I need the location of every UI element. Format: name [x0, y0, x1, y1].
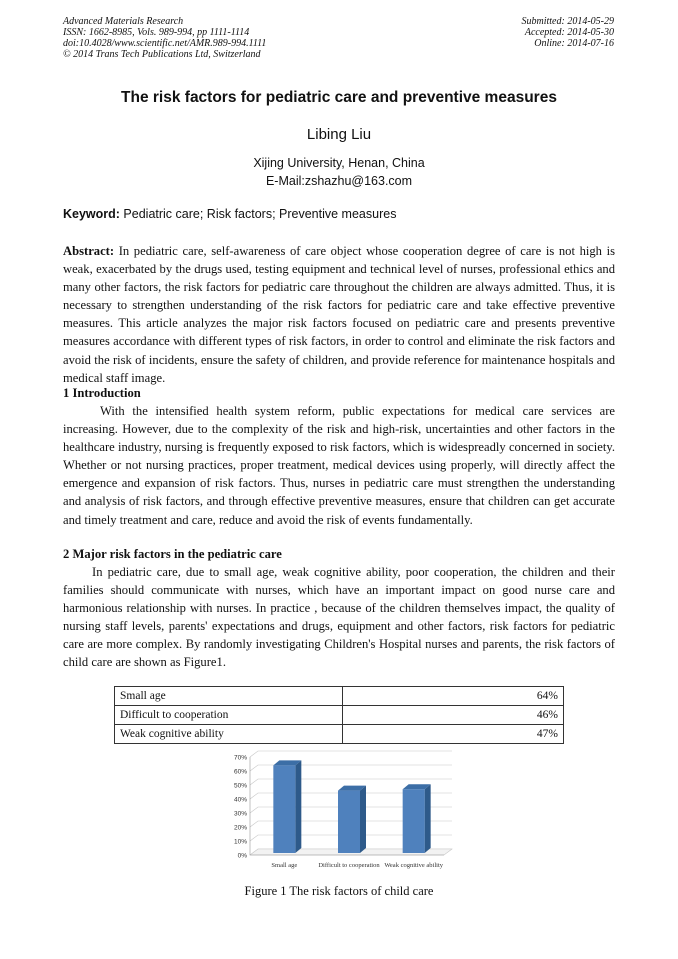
keyword-label: Keyword: [63, 207, 120, 221]
online-date: Online: 2014-07-16 [534, 38, 614, 49]
bar-side [295, 760, 301, 853]
affiliation: Xijing University, Henan, China [253, 156, 425, 170]
accepted-date: Accepted: 2014-05-30 [524, 27, 614, 38]
bar-side [360, 786, 366, 853]
x-tick-label: Difficult to cooperation [318, 862, 380, 869]
journal-issn: ISSN: 1662-8985, Vols. 989-994, pp 1111-1114 [63, 27, 250, 38]
table-cell-value: 64% [343, 687, 564, 706]
bar-side [425, 784, 431, 853]
y-tick-label: 70% [233, 754, 247, 762]
y-tick-label: 30% [233, 810, 247, 818]
table-row [115, 725, 564, 744]
figure-caption: Figure 1 The risk factors of child care [244, 884, 434, 898]
x-tick-label: Small age [271, 862, 298, 869]
section-heading-introduction: 1 Introduction [63, 386, 141, 400]
bar [273, 765, 295, 853]
abstract-label: Abstract: [63, 244, 115, 258]
table-cell-label: Small age [115, 687, 343, 706]
bar [338, 791, 360, 853]
paragraph-introduction: With the intensified health system reform, public expectations for medical care services are increasing. However, due to the complexity of the risk and high-risk, uncertainties and other factors in the healthcare industry, nursing is frequently exposed to risk factors, which is widespreadly concerned in society. Whether or not nursing practices, proper treatment, medical devices using properly, will directly affect the emergence and expansion of risk factors. Thus, nurses in pediatric care must strengthen the understanding and analysis of risk factors, and through effective preventive measures, ensure that children can get accurate and timely treatment and care, reduce and avoid the risk of events fundamentally. [63, 404, 615, 527]
submission-dates [522, 16, 615, 49]
y-tick-label: 0% [237, 852, 247, 860]
journal-copyright: © 2014 Trans Tech Publications Ltd, Switzerland [63, 49, 261, 60]
abstract [63, 242, 615, 387]
table-cell-value: 46% [343, 706, 564, 725]
keyword-text: Pediatric care; Risk factors; Preventive measures [119, 207, 397, 221]
section-heading-risk-factors: 2 Major risk factors in the pediatric care [63, 547, 282, 561]
table-cell-label: Difficult to cooperation [115, 706, 343, 725]
keywords [63, 207, 615, 221]
abstract-text: In pediatric care, self-awareness of care object whose cooperation degree of care is not high is weak, exacerbated by the drugs used, testing equipment and technical level of nurses, professional ethics and many other factors, the risk factors for pediatric care throughout the children are always admitted. Thus, it is necessary to strengthen understanding of the risk factors for pediatric care and take effective preventive measures. This article analyzes the major risk factors focused on pediatric care and presents preventive measures accordance with different types of risk factors, in order to control and eliminate the risk factors and avoid the risk of incidents, ensure the safety of children, and provide reference for maintenance hospitals and medical staff image. [63, 244, 615, 385]
affiliation-block [0, 154, 678, 190]
paragraph-risk-factors: In pediatric care, due to small age, weak cognitive ability, poor cooperation, the children and their families should communicate with nurses, which have an important impact on good nurse care and harmonious relationship with nurses. In practice , because of the children themselves impact, the quality of nursing staff levels, parents' expectations and drugs, equipment and other factors, risk factors for pediatric care are more complex. By randomly investigating Children's Hospital nurses and parents, the risk factors of child care are shown as Figure1. [63, 565, 615, 670]
risk-factor-bar-chart [230, 745, 460, 880]
journal-name: Advanced Materials Research [63, 16, 184, 27]
x-tick-label: Weak cognitive ability [384, 862, 444, 869]
table-row [115, 706, 564, 725]
table-cell-label: Weak cognitive ability [115, 725, 343, 744]
y-tick-label: 20% [233, 824, 247, 832]
y-tick-label: 10% [233, 838, 247, 846]
journal-doi: doi:10.4028/www.scientific.net/AMR.989-994.1111 [63, 38, 267, 49]
risk-factor-table [114, 686, 564, 744]
y-tick-label: 50% [233, 782, 247, 790]
paper-title: The risk factors for pediatric care and preventive measures [121, 89, 557, 106]
bar [403, 789, 425, 853]
y-tick-label: 60% [233, 768, 247, 776]
table-cell-value: 47% [343, 725, 564, 744]
author-email: E-Mail:zshazhu@163.com [265, 174, 413, 188]
author-name: Libing Liu [306, 126, 372, 143]
table-row [115, 687, 564, 706]
submitted-date: Submitted: 2014-05-29 [521, 16, 614, 27]
journal-header [63, 16, 266, 60]
y-tick-label: 40% [233, 796, 247, 804]
